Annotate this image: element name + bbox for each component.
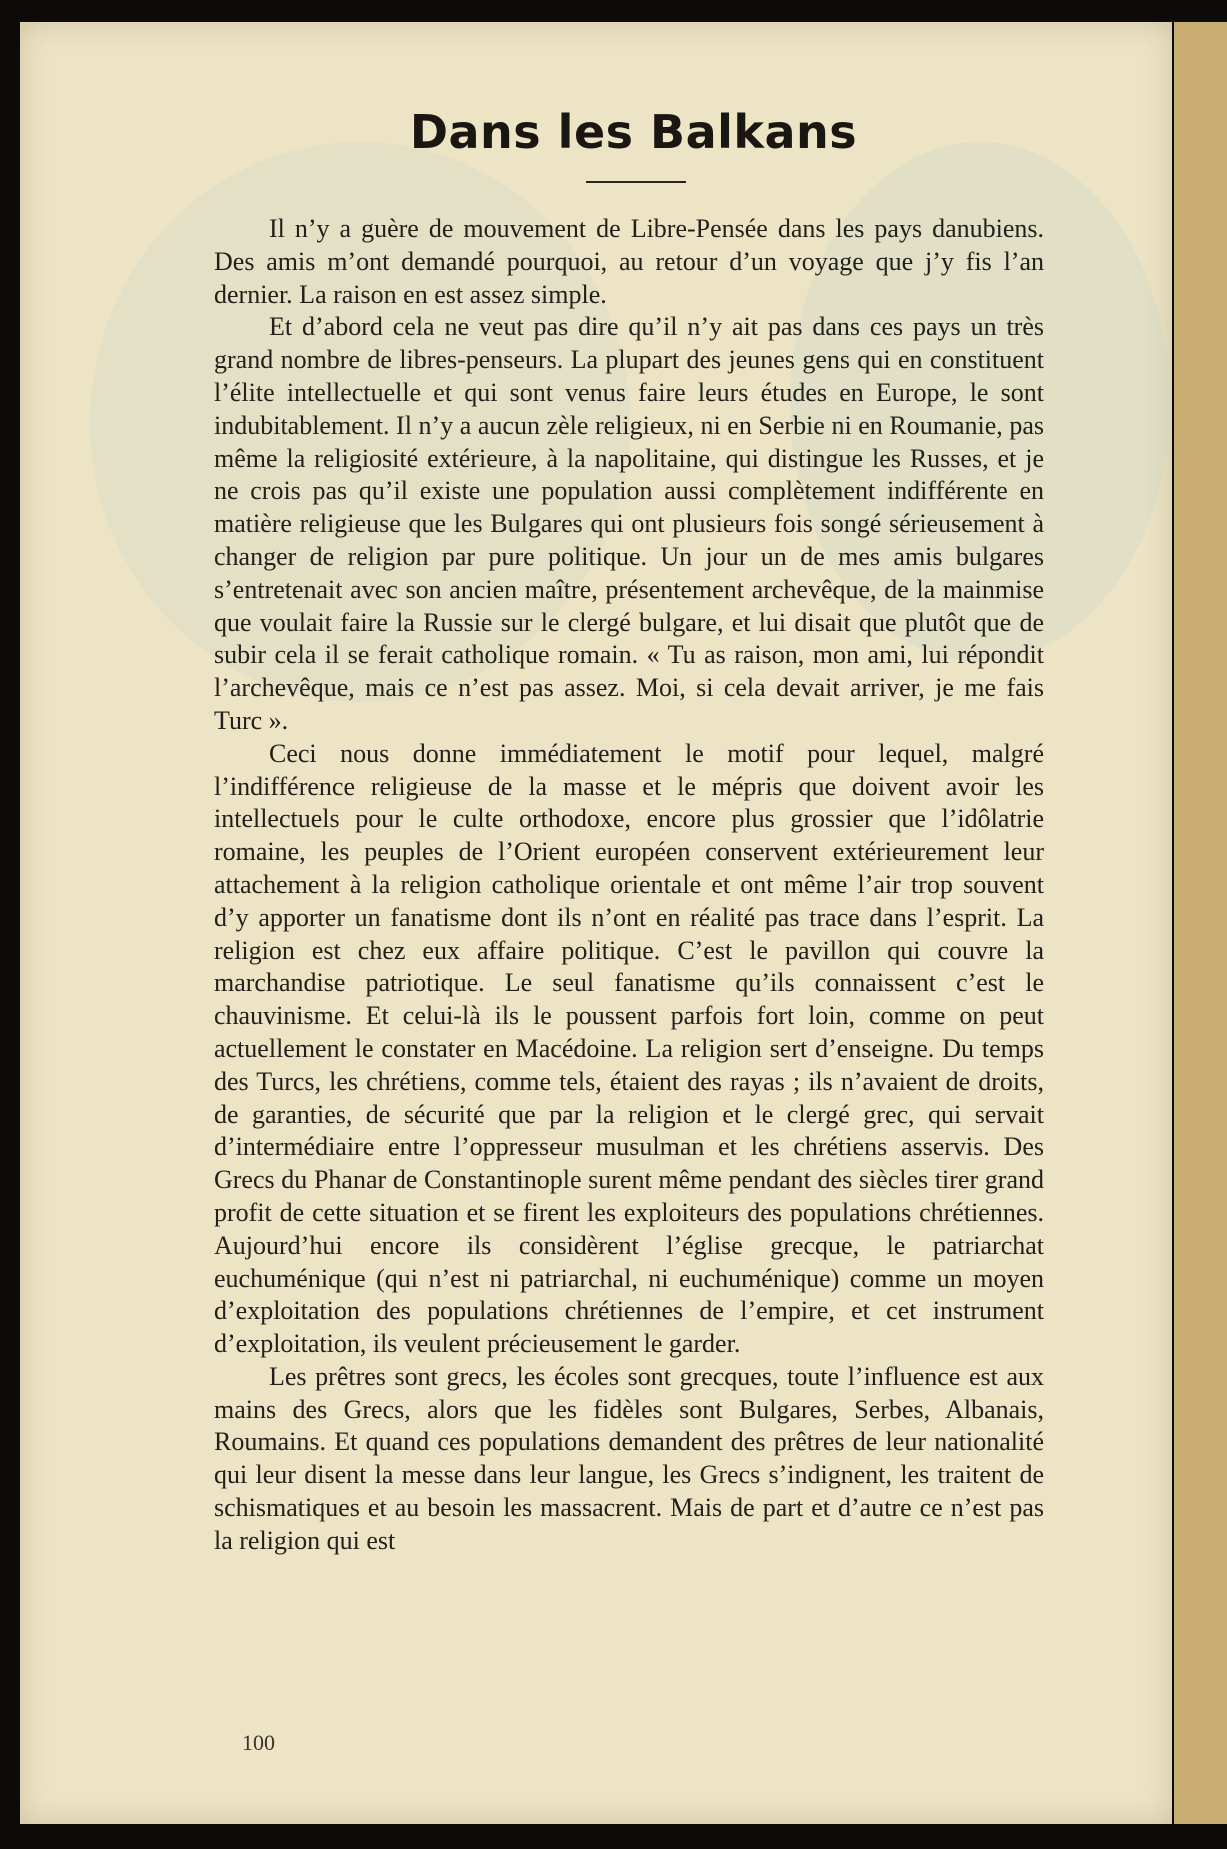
paragraph: Ceci nous donne immédiatement le motif pour lequel, malgré l’indifférence religieuse de la masse et le mépris que doivent avoir les intellectuels pour le culte orthodoxe, encore plus grossier que l’idôlatrie romaine, les peuples de l’Orient européen conservent extérieurement leur attachement à la religion catholique orientale et ont même l’air trop souvent d’y apporter un fanatisme dont ils n’ont en réalité pas trace dans l’esprit. La religion est chez eux affaire politique. C’est le pavillon qui couvre la marchandise patriotique. Le seul fanatisme qu’ils connaissent c’est le chauvinisme. Et celui-là ils le poussent parfois fort loin, comme on peut actuellement le constater en Macédoine. La religion sert d’enseigne. Du temps des Turcs, les chrétiens, comme tels, étaient des rayas ; ils n’avaient de droits, de garanties, de sécurité que par la religion et le clergé grec, qui servait d’intermédiaire entre l’oppresseur musulman et les chrétiens asservis. Des Grecs du Phanar de Constantinople surent même pendant des siècles tirer grand profit de cette situation et se firent les exploiteurs des populations chrétiennes. Aujourd’hui encore ils considèrent l’église grecque, le patriarchat euchuménique (qui n’est ni patriarchal, ni euchuménique) comme un moyen d’exploitation des populations chrétiennes de l’empire, et cet instrument d’exploitation, ils veulent précieusement le garder.: [214, 738, 1044, 1359]
page-number: 100: [242, 1730, 275, 1755]
paragraph: Les prêtres sont grecs, les écoles sont grecques, toute l’influence est aux mains des Grecs, alors que les fidèles sont Bulgares, Serbes, Albanais, Roumains. Et quand ces populations demandent des prêtres de leur nationalité qui leur disent la messe dans leur langue, les Grecs s’indignent, les traitent de schismatiques et au besoin les massacrent. Mais de part et d’autre ce n’est pas la religion qui est: [214, 1361, 1044, 1555]
article-title: Dans les Balkans: [409, 105, 858, 159]
paragraph: Et d’abord cela ne veut pas dire qu’il n’y ait pas dans ces pays un très grand nombre de libres-penseurs. La plupart des jeunes gens qui en constituent l’élite intellectuelle et qui sont venus faire leurs études en Europe, le sont indubitablement. Il n’y a aucun zèle religieux, ni en Serbie ni en Roumanie, pas même la religiosité extérieure, à la napolitaine, qui distingue les Russes, et je ne crois pas qu’il existe une population aussi complètement indifférente en matière religieuse que les Bulgares qui ont plusieurs fois songé sérieusement à changer de religion par pure politique. Un jour un de mes amis bulgares s’entretenait avec son ancien maître, présentement archevêque, de la mainmise que voulait faire la Russie sur le clergé bulgare, et lui disait que plutôt que de subir cela il se ferait catholique romain. « Tu as raison, mon ami, lui répondit l’archevêque, mais ce n’est pas assez. Moi, si cela devait arriver, je me fais Turc ».: [214, 312, 1044, 735]
paragraph: Il n’y a guère de mouvement de Libre-Pensée dans les pays danubiens. Des amis m’ont demandé pourquoi, au retour d’un voyage que j’y fis l’an dernier. La raison en est assez simple.: [214, 214, 1044, 309]
article-body: [214, 213, 1044, 1558]
title-divider: [586, 181, 686, 183]
adjacent-page-edge: [1174, 22, 1227, 1824]
